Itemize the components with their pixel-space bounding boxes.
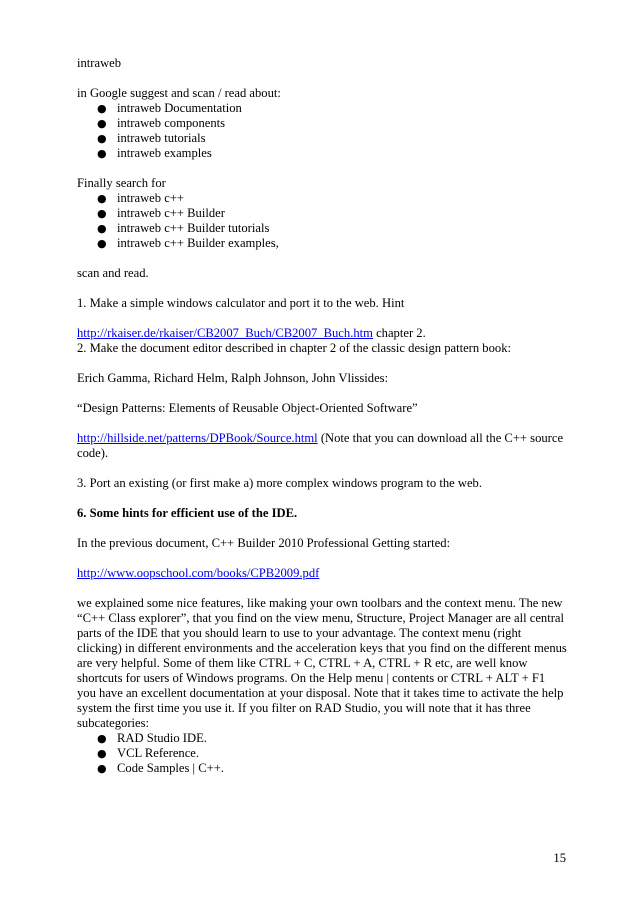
bullet-icon: ● — [97, 207, 107, 220]
list-item — [77, 731, 567, 746]
subcategory-list — [77, 731, 567, 776]
list-item — [77, 131, 567, 146]
spacer — [77, 71, 567, 86]
bullet-icon: ● — [97, 132, 107, 145]
list-item — [77, 221, 567, 236]
spacer — [77, 251, 567, 266]
page-number: 15 — [553, 851, 566, 865]
list-item-text: intraweb c++ Builder — [117, 206, 225, 220]
list-item — [77, 206, 567, 221]
bullet-icon: ● — [97, 102, 107, 115]
list-item-text: VCL Reference. — [117, 746, 200, 760]
list-item — [77, 116, 567, 131]
task-1-link-suffix: chapter 2. — [372, 326, 426, 340]
list-item — [77, 146, 567, 161]
hillside-source-link[interactable]: http://hillside.net/patterns/DPBook/Source.html — [77, 431, 318, 445]
ide-features-paragraph: we explained some nice features, like making your own toolbars and the context menu. The new “C++ Class explorer”, that you find on the view menu, Structure, Project Manager are all central parts of the IDE that you should learn to use to your advantage. The context menu (right clicking) in different environments and the acceleration keys that you find on the different menus are very helpful. Some of them like CTRL + C, CTRL + A, CTRL + R etc, are well know shortcuts for users of Windows programs. On the Help menu | contents or CTRL + ALT + F1 you have an excellent documentation at your disposal. Note that it takes time to activate the help system the first time you use it. If you filter on RAD Studio, you will note that it has three subcategories: — [77, 596, 567, 730]
search-intro: Finally search for — [77, 176, 166, 190]
source-note: (Note that you can download all the C++ source code). — [77, 431, 564, 460]
list-item-text: intraweb c++ — [117, 191, 185, 205]
task-3: 3. Port an existing (or first make a) more complex windows program to the web. — [77, 476, 483, 490]
spacer — [77, 551, 567, 566]
google-list — [77, 101, 567, 161]
list-item-text: Code Samples | C++. — [117, 761, 224, 775]
spacer — [77, 281, 567, 296]
list-item — [77, 746, 567, 761]
bullet-icon: ● — [97, 117, 107, 130]
task-1: 1. Make a simple windows calculator and port it to the web. Hint — [77, 296, 405, 310]
list-item — [77, 236, 567, 251]
document-body — [77, 56, 567, 776]
list-item — [77, 191, 567, 206]
bullet-icon: ● — [97, 732, 107, 745]
spacer — [77, 416, 567, 431]
list-item-text: intraweb Documentation — [117, 101, 242, 115]
spacer — [77, 581, 567, 596]
list-item-text: intraweb components — [117, 116, 226, 130]
search-list — [77, 191, 567, 251]
spacer — [77, 521, 567, 536]
list-item-text: RAD Studio IDE. — [117, 731, 207, 745]
rkaiser-link[interactable]: http://rkaiser.de/rkaiser/CB2007_Buch/CB2007_Buch.htm — [77, 326, 373, 340]
bullet-icon: ● — [97, 747, 107, 760]
spacer — [77, 491, 567, 506]
pdf-link-line — [77, 566, 567, 581]
list-item — [77, 761, 567, 776]
list-item-text: intraweb c++ Builder tutorials — [117, 221, 270, 235]
list-item — [77, 101, 567, 116]
bullet-icon: ● — [97, 147, 107, 160]
task-1-link-line — [77, 326, 567, 341]
section-6-heading: 6. Some hints for efficient use of the IDE. — [77, 506, 298, 520]
book-title: “Design Patterns: Elements of Reusable Object-Oriented Software” — [77, 401, 418, 415]
oopschool-pdf-link[interactable]: http://www.oopschool.com/books/CPB2009.pdf — [77, 566, 320, 580]
doc-heading-intraweb: intraweb — [77, 56, 122, 70]
scan-read-text: scan and read. — [77, 266, 149, 280]
list-item-text: intraweb tutorials — [117, 131, 206, 145]
spacer — [77, 356, 567, 371]
bullet-icon: ● — [97, 762, 107, 775]
bullet-icon: ● — [97, 222, 107, 235]
bullet-icon: ● — [97, 192, 107, 205]
task-2: 2. Make the document editor described in chapter 2 of the classic design pattern book: — [77, 341, 511, 355]
bullet-icon: ● — [97, 237, 107, 250]
book-authors: Erich Gamma, Richard Helm, Ralph Johnson, John Vlissides: — [77, 371, 389, 385]
list-item-text: intraweb examples — [117, 146, 212, 160]
previous-document-text: In the previous document, C++ Builder 2010 Professional Getting started: — [77, 536, 451, 550]
spacer — [77, 461, 567, 476]
spacer — [77, 161, 567, 176]
spacer — [77, 311, 567, 326]
list-item-text: intraweb c++ Builder examples, — [117, 236, 279, 250]
spacer — [77, 386, 567, 401]
google-intro: in Google suggest and scan / read about: — [77, 86, 281, 100]
source-link-line — [77, 431, 567, 461]
